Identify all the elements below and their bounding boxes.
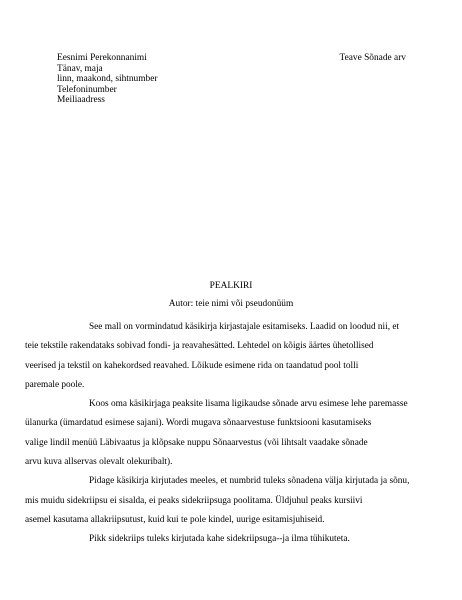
paragraph (25, 318, 407, 395)
text-line: arvu kuva allservas olevalt olekuribalt). (25, 457, 173, 468)
email-address: Meiliaadress (57, 95, 105, 106)
byline: Autor: teie nimi või pseudonüüm (168, 299, 294, 309)
paragraph (57, 530, 407, 549)
text-line: Pikk sidekriips tuleks kirjutada kahe sidekriipsuga--ja ilma tühikuteta. (89, 534, 350, 545)
city-address: linn, maakond, sihtnumber (57, 74, 158, 85)
text-line: See mall on vormindatud käsikirja kirjastajale esitamiseks. Laadid on loodud nii, et (89, 322, 400, 332)
text-line: mis muidu sidekriipsu ei sisalda, ei peaks sidekriipsuga poolitama. Üldjuhul peaks kursiivi (25, 495, 363, 506)
text-line: Pidage käsikirja kirjutades meeles, et numbrid tuleks sõnadena välja kirjutada ja sõnu, (89, 476, 410, 487)
text-line: paremale poole. (25, 379, 85, 390)
text-line: Koos oma käsikirjaga peaksite lisama ligikaudse sõnade arvu esimese lehe paremasse (89, 399, 408, 410)
manuscript-title: PEALKIRI (209, 281, 253, 291)
word-count: Teave Sõnade arv (339, 53, 406, 63)
text-line: ülanurka (ümardatud esimese sajani). Wordi mugava sõnaarvestuse funktsiooni kasutamiseks (25, 418, 372, 429)
street-address: Tänav, maja (57, 63, 103, 74)
manuscript-body (25, 318, 410, 550)
paragraph (25, 472, 410, 530)
author-name: Eesnimi Perekonnanimi (57, 53, 147, 63)
contact-block (57, 53, 158, 106)
text-line: asemel kasutama allakriipsutust, kuid kui te pole kindel, uurige esitamisjuhiseid. (25, 514, 325, 525)
text-line: teie tekstile rakendataks sobivad fondi- ja reavahesätted. Lehtedel on kõigis äärtes ühetollised (25, 341, 374, 352)
text-line: veerised ja tekstil on kahekordsed reavahed. Lõikude esimene rida on taandatud pool tolli (25, 360, 359, 371)
paragraph (25, 395, 408, 472)
text-line: valige lindil menüü Läbivaatus ja klõpsake nuppu Sõnaarvestus (või lihtsalt vaadake sõnade (25, 437, 368, 448)
phone-number: Telefoninumber (57, 84, 117, 95)
